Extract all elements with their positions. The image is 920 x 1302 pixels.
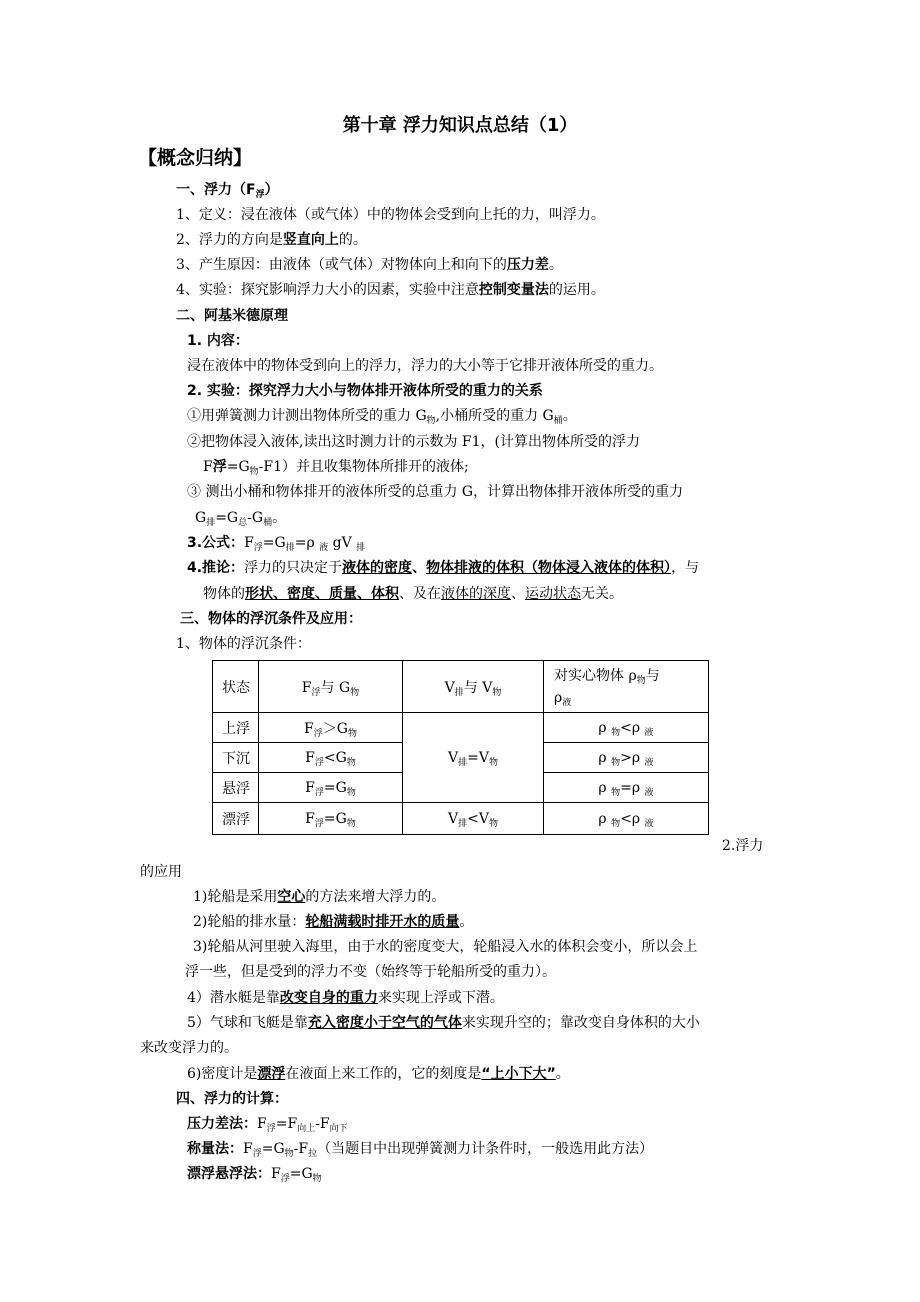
- app-6: 6)密度计是漂浮在液面上来工作的，它的刻度是“上小下大”。: [187, 1066, 570, 1082]
- app-4: 4）潜水艇是靠改变自身的重力来实现上浮或下潜。: [187, 990, 504, 1006]
- volume-cell: $V_排=V_物$: [403, 713, 544, 803]
- step-3: ③ 测出小桶和物体排开的液体所受的总重力 G，计算出物体排开液体所受的重力: [187, 484, 684, 500]
- header-volume: $V_排$与 $V_物$: [403, 661, 544, 713]
- page-title: 第十章 浮力知识点总结（1）: [342, 115, 578, 136]
- application-heading-head: 的应用: [140, 864, 182, 880]
- method-weighing: 称量法：$F_浮=G_物-F_拉$（当题目中出现弹簧测力计条件时，一般选用此方法）: [187, 1141, 654, 1159]
- section-4-heading: 四、浮力的计算：: [176, 1091, 288, 1107]
- density-cell: ρ $_物$<ρ $_液$: [544, 713, 709, 743]
- state-cell: 上浮: [213, 713, 259, 743]
- formula-line: 3.公式：$F_浮=G_排=\rho$ $_液$ gV $_排$: [187, 535, 366, 553]
- state-cell: 漂浮: [213, 803, 259, 835]
- method-floating: 漂浮悬浮法：$F_浮=G_物$: [187, 1166, 322, 1184]
- cause-line: 3、产生原因：由液体（或气体）对物体向上和向下的压力差。: [176, 257, 563, 273]
- density-cell: ρ $_物$=ρ $_液$: [544, 773, 709, 803]
- table-header-row: [213, 661, 709, 713]
- app-3-cont: 浮一些，但是受到的浮力不变（始终等于轮船所受的重力）。: [185, 964, 556, 980]
- step-2: ②把物体浸入液体,读出这时测力计的示数为 F1，(计算出物体所受的浮力: [187, 434, 640, 450]
- table-row: [213, 803, 709, 835]
- app-5: 5）气球和飞艇是靠充入密度小于空气的气体来实现升空的；靠改变自身体积的大小: [187, 1015, 700, 1031]
- experiment-heading: 2. 实验：探究浮力大小与物体排开液体所受的重力的关系: [187, 383, 543, 399]
- sink-float-table: [212, 660, 709, 835]
- method-pressure-difference: 压力差法：$F_浮=F_{向上}-F_{向下}$: [187, 1116, 348, 1134]
- content-label: 1. 内容：: [187, 333, 249, 349]
- force-cell: $F_浮>G_物$: [259, 713, 403, 743]
- definition-line: 1、定义：浸在液体（或气体）中的物体会受到向上托的力，叫浮力。: [176, 207, 605, 223]
- app-2: 2)轮船的排水量：轮船满载时排开水的质量。: [193, 914, 474, 930]
- section-2-heading: 二、阿基米德原理: [176, 308, 288, 324]
- volume-cell: $V_排<V_物$: [403, 803, 544, 835]
- app-5-cont: 来改变浮力的。: [140, 1040, 238, 1056]
- app-3: 3)轮船从河里驶入海里，由于水的密度变大，轮船浸入水的体积会变小，所以会上: [193, 939, 698, 955]
- sinkfloat-subheading: 1、物体的浮沉条件：: [176, 636, 311, 652]
- application-heading-tail: 2.浮力: [722, 838, 764, 854]
- inference-line-cont: 物体的形状、密度、质量、体积、及在液体的深度、运动状态无关。: [203, 586, 623, 602]
- force-cell: $F_浮=G_物$: [259, 803, 403, 835]
- direction-line: 2、浮力的方向是竖直向上的。: [176, 232, 367, 248]
- density-cell: ρ $_物$>ρ $_液$: [544, 743, 709, 773]
- force-cell: $F_浮<G_物$: [259, 743, 403, 773]
- force-cell: $F_浮=G_物$: [259, 773, 403, 803]
- section-3-heading: 三、物体的浮沉条件及应用：: [180, 611, 362, 627]
- header-force: $F_浮$与 $G_物$: [259, 661, 403, 713]
- step-1: ①用弹簧测力计测出物体所受的重力 $G_物$,小桶所受的重力 $G_桶$。: [187, 408, 577, 426]
- experiment-line: 4、实验：探究影响浮力大小的因素，实验中注意控制变量法的运用。: [176, 282, 605, 298]
- concept-heading: 【概念归纳】: [138, 147, 253, 169]
- content-text: 浸在液体中的物体受到向上的浮力，浮力的大小等于它排开液体所受的重力。: [187, 358, 663, 374]
- app-1: 1)轮船是采用空心的方法来增大浮力的。: [193, 889, 446, 905]
- header-density: 对实心物体 $\rho_物$与 $\rho_液$: [544, 661, 709, 713]
- state-cell: 下沉: [213, 743, 259, 773]
- state-cell: 悬浮: [213, 773, 259, 803]
- header-state: 状态: [213, 661, 259, 713]
- step-3-cont: $G_排=G_总-G_桶$。: [195, 510, 287, 528]
- step-2-cont: F浮$=G_物-F1$）并且收集物体所排开的液体;: [203, 459, 469, 477]
- table-row: [213, 713, 709, 743]
- section-1-heading: 一、浮力$(F_浮)$: [176, 182, 279, 200]
- density-cell: ρ $_物$<ρ $_液$: [544, 803, 709, 835]
- inference-line: 4.推论：浮力的只决定于液体的密度、物体排液的体积（物体浸入液体的体积），与: [187, 560, 700, 576]
